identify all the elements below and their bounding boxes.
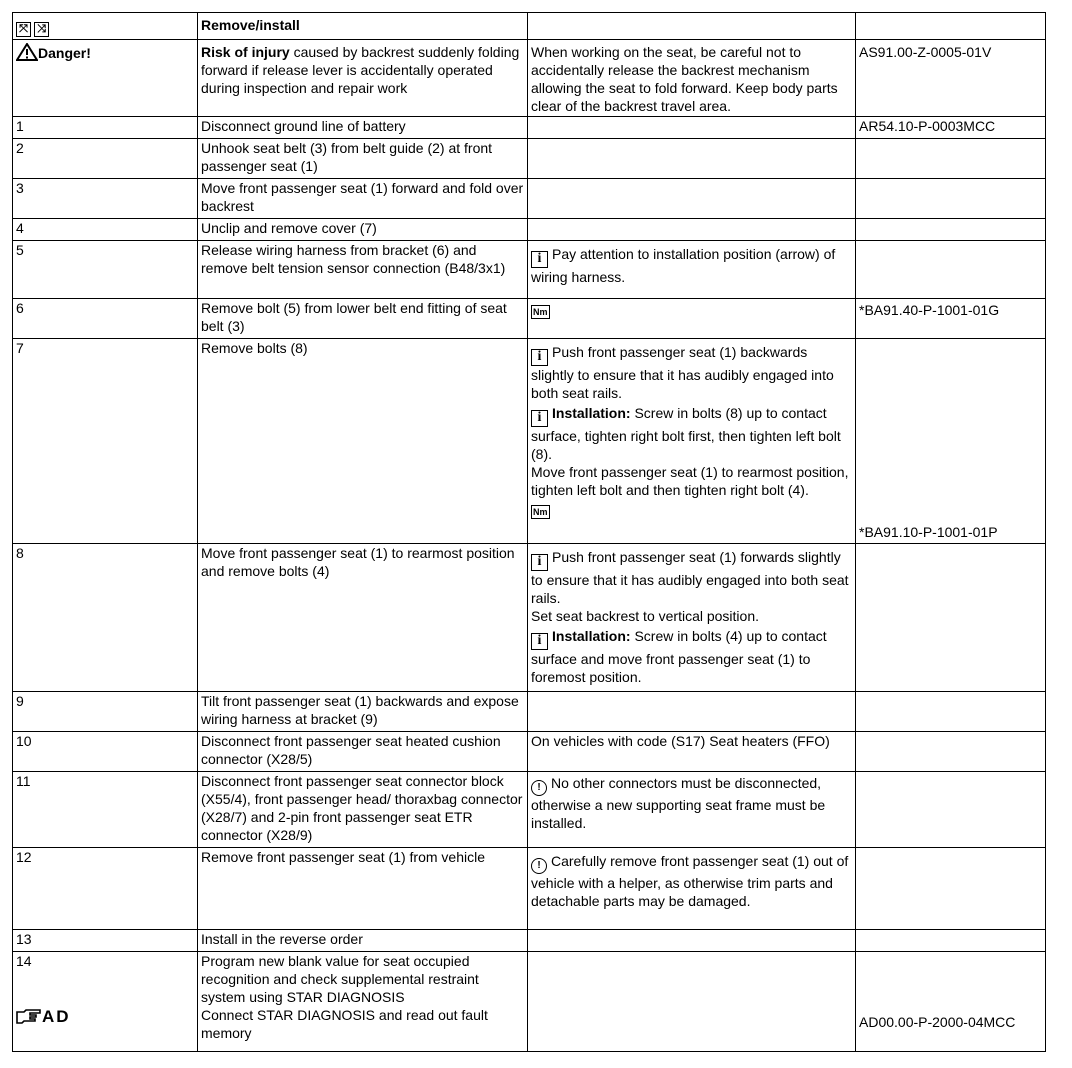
step-text: Remove bolt (5) from lower belt end fitting of seat belt (3) xyxy=(198,299,528,339)
step-row xyxy=(13,848,1046,930)
step-text: Disconnect front passenger seat connector block (X55/4), front passenger head/ thoraxbag connector (X28/7) and 2-pin front passenger seat ETR connector (X28/9) xyxy=(198,772,528,848)
step-row xyxy=(13,117,1046,139)
step-row xyxy=(13,299,1046,339)
step-row xyxy=(13,544,1046,692)
ad-text: Connect STAR DIAGNOSIS and read out fault memory xyxy=(201,1007,488,1041)
step-number: 8 xyxy=(13,544,198,692)
step-text: Release wiring harness from bracket (6) and remove belt tension sensor connection (B48/3x1) xyxy=(198,241,528,299)
step-row xyxy=(13,139,1046,179)
step-note: Pay attention to installation position (arrow) of wiring harness. xyxy=(531,246,836,285)
ad-ref-link[interactable]: AD00.00-P-2000-04MCC xyxy=(856,952,1046,1052)
step-note: Push front passenger seat (1) forwards slightly to ensure that it has audibly engaged into both seat rails. xyxy=(531,549,849,606)
step-number: 11 xyxy=(13,772,198,848)
step-text: Disconnect front passenger seat heated cushion connector (X28/5) xyxy=(198,732,528,772)
step-text: Tilt front passenger seat (1) backwards and expose wiring harness at bracket (9) xyxy=(198,692,528,732)
step-number: 5 xyxy=(13,241,198,299)
step-text: Unclip and remove cover (7) xyxy=(198,219,528,241)
step-row xyxy=(13,179,1046,219)
step-note: Screw in bolts (8) up to contact surface, tighten right bolt first, then tighten left bolt (8). xyxy=(531,405,841,462)
risk-title: Risk of injury xyxy=(201,44,290,60)
danger-ref-link[interactable]: AS91.00-Z-0005-01V xyxy=(859,44,992,60)
step-row xyxy=(13,241,1046,299)
step-number: 6 xyxy=(13,299,198,339)
torque-nm-icon[interactable]: Nm xyxy=(533,507,548,517)
notice-icon: ! xyxy=(531,780,547,796)
danger-note: When working on the seat, be careful not to accidentally release the backrest mechanism allowing the seat to fold forward. Keep body parts clear of the backrest travel area. xyxy=(531,44,838,114)
procedure-table xyxy=(12,12,1046,1052)
step-row xyxy=(13,772,1046,848)
info-icon: i xyxy=(531,554,548,571)
step-number: 2 xyxy=(13,139,198,179)
installation-label: Installation: xyxy=(552,628,631,644)
step-text: Move front passenger seat (1) to rearmost position and remove bolts (4) xyxy=(198,544,528,692)
step-text: Remove bolts (8) xyxy=(198,339,528,544)
step-note: Set seat backrest to vertical position. xyxy=(531,608,759,624)
step-text: Remove front passenger seat (1) from vehicle xyxy=(198,848,528,930)
pointing-hand-icon xyxy=(16,1008,42,1024)
step-text: Disconnect ground line of battery xyxy=(198,117,528,139)
step-row xyxy=(13,732,1046,772)
step-note: On vehicles with code (S17) Seat heaters (FFO) xyxy=(528,732,856,772)
step-number: 3 xyxy=(13,179,198,219)
step-text: Unhook seat belt (3) from belt guide (2) at front passenger seat (1) xyxy=(198,139,528,179)
collapse-icon[interactable]: ⤨ xyxy=(34,22,49,37)
info-icon: i xyxy=(531,410,548,427)
expand-icon[interactable]: ⤧ xyxy=(16,22,31,37)
header-row xyxy=(13,13,1046,40)
installation-label: Installation: xyxy=(552,405,631,421)
step-number: 4 xyxy=(13,219,198,241)
step-number: 9 xyxy=(13,692,198,732)
step-text: Move front passenger seat (1) forward and fold over backrest xyxy=(198,179,528,219)
info-icon: i xyxy=(531,251,548,268)
step-note: Move front passenger seat (1) to rearmost position, tighten left bolt and then tighten right bolt (4). xyxy=(531,464,849,498)
step-note: Carefully remove front passenger seat (1) out of vehicle with a helper, as otherwise trim parts and detachable parts may be damaged. xyxy=(531,853,849,909)
danger-row xyxy=(13,40,1046,117)
notice-icon: ! xyxy=(531,858,547,874)
step-note: Screw in bolts (4) up to contact surface and move front passenger seat (1) to foremost position. xyxy=(531,628,827,685)
step-number: 10 xyxy=(13,732,198,772)
step-note: Push front passenger seat (1) backwards slightly to ensure that it has audibly engaged into both seat rails. xyxy=(531,344,834,401)
ad-label: AD xyxy=(42,1007,71,1026)
step-ref-link[interactable]: AR54.10-P-0003MCC xyxy=(856,117,1046,139)
warning-triangle-icon xyxy=(16,43,38,61)
step-text: Program new blank value for seat occupied recognition and check supplemental restraint system using STAR DIAGNOSIS xyxy=(201,953,479,1005)
step-note: No other connectors must be disconnected, otherwise a new supporting seat frame must be installed. xyxy=(531,775,826,831)
step-number: 14 xyxy=(16,953,32,969)
step-number: 7 xyxy=(13,339,198,544)
step-ref-link[interactable]: *BA91.40-P-1001-01G xyxy=(856,299,1046,339)
step-number: 13 xyxy=(13,930,198,952)
step-row xyxy=(13,692,1046,732)
section-title: Remove/install xyxy=(201,17,300,33)
step-row xyxy=(13,339,1046,544)
info-icon: i xyxy=(531,349,548,366)
step-number: 12 xyxy=(13,848,198,930)
step-row xyxy=(13,219,1046,241)
step-ref-link[interactable]: *BA91.10-P-1001-01P xyxy=(856,339,1046,544)
step-text: Install in the reverse order xyxy=(198,930,528,952)
torque-nm-icon[interactable]: Nm xyxy=(533,307,548,317)
danger-label: Danger! xyxy=(38,45,91,61)
risk-text: caused by backrest suddenly folding forward if release lever is accidentally operated during inspection and repair work xyxy=(201,44,520,96)
step-row xyxy=(13,952,1046,1052)
step-row xyxy=(13,930,1046,952)
info-icon: i xyxy=(531,633,548,650)
step-number: 1 xyxy=(13,117,198,139)
